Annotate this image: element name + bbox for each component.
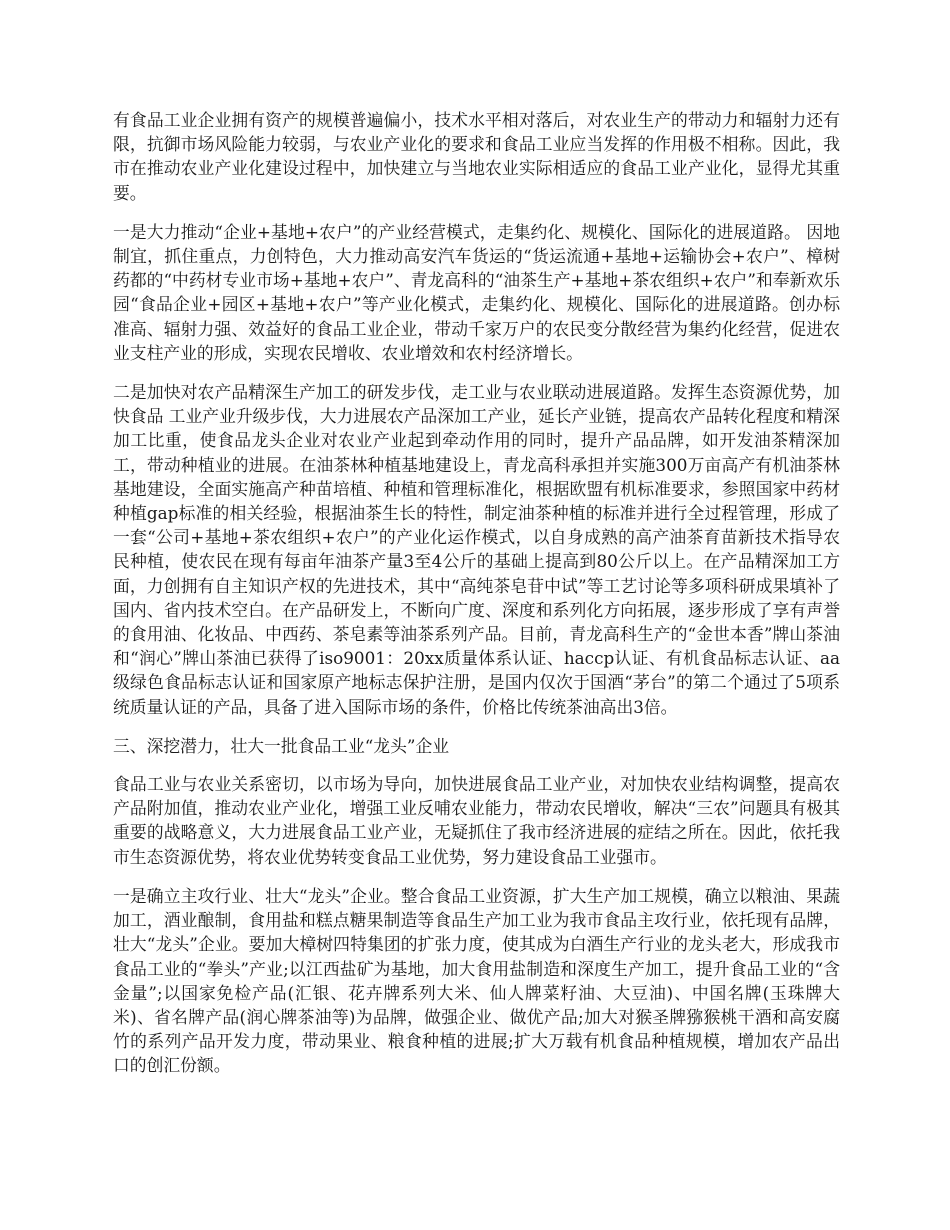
paragraph-leading-enterprises: 一是确立主攻行业、壮大“龙头”企业。整合食品工业资源，扩大生产加工规模，确立以粮油、果蔬加工，酒业酿制，食用盐和糕点糖果制造等食品生产加工业为我市食品主攻行业，依托现有品牌，壮大“龙头”企业。要加大樟树四特集团的扩张力度，使其成为白酒生产行业的龙头老大，形成我市食品工业的“拳头”产业;以江西盐矿为基地，加大食用盐制造和深度生产加工，提升食品工业的“含金量”;以国家免检产品(汇银、花卉牌系列大米、仙人牌菜籽油、大豆油)、中国名牌(玉珠牌大米)、省名牌产品(润心牌茶油等)为品牌，做强企业、做优产品;加大对猴圣牌猕猴桃干酒和高安腐竹的系列产品开发力度，带动果业、粮食种植的进展;扩大万载有机食品种植规模，增加农产品出口的创汇份额。 bbox=[113, 885, 840, 1076]
paragraph-intro: 有食品工业企业拥有资产的规模普遍偏小，技术水平相对落后，对农业生产的带动力和辐射力还有限，抗御市场风险能力较弱，与农业产业化的要求和食品工业应当发挥的作用极不相称。因此，我市在推动农业产业化建设过程中，加快建立与当地农业实际相适应的食品工业产业化，显得尤其重要。 bbox=[113, 110, 840, 203]
paragraph-industry-model: 一是大力推动“企业+基地+农户”的产业经营模式，走集约化、规模化、国际化的进展道路。 因地制宜，抓住重点，力创特色，大力推动高安汽车货运的“货运流通+基地+运输协会+农户”、樟树药都的“中药材专业市场+基地+农户”、青龙高科的“油茶生产+基地+茶农组织+农户”和奉新欢乐园“食品企业+园区+基地+农户”等产业化模式，走集约化、规模化、国际化的进展道路。创办标准高、辐射力强、效益好的食品工业企业，带动千家万户的农民变分散经营为集约化经营，促进农业支柱产业的形成，实现农民增收、农业增效和农村经济增长。 bbox=[113, 221, 840, 363]
document-body bbox=[113, 108, 840, 1093]
section-heading: 三、深挖潜力，壮大一批食品工业“龙头”企业 bbox=[113, 735, 450, 756]
paragraph-deep-processing: 二是加快对农产品精深生产加工的研发步伐，走工业与农业联动进展道路。发挥生态资源优势，加快食品 工业产业升级步伐，大力进展农产品深加工产业，延长产业链，提高农产品转化程度和精深加工比重，使食品龙头企业对农业产业起到牵动作用的同时，提升产品品牌，如开发油茶精深加工，带动种植业的进展。在油茶林种植基地建设上，青龙高科承担并实施300万亩高产有机油茶林基地建设，全面实施高产种苗培植、种植和管理标准化，根据欧盟有机标准要求，参照国家中药材种植gap标准的相关经验，根据油茶生长的特性，制定油茶种植的标准并进行全过程管理，形成了一套“公司+基地+茶农组织+农户”的产业化运作模式，以自身成熟的高产油茶育苗新技术指导农民种植，使农民在现有每亩年油茶产量3至4公斤的基础上提高到80公斤以上。在产品精深加工方面，力创拥有自主知识产权的先进技术，其中“高纯茶皂苷中试”等工艺讨论等多项科研成果填补了国内、省内技术空白。在产品研发上，不断向广度、深度和系列化方向拓展，逐步形成了享有声誉的食用油、化妆品、中西药、茶皂素等油茶系列产品。目前，青龙高科生产的“金世本香”牌山茶油和“润心”牌山茶油已获得了iso9001：20xx质量体系认证、haccp认证、有机食品标志认证、aa级绿色食品标志认证和国家原产地标志保护注册，是国内仅次于国酒“茅台”的第二个通过了5项系统质量认证的产品，具备了进入国际市场的条件，价格比传统茶油高出3倍。 bbox=[113, 382, 840, 717]
paragraph-food-industry: 食品工业与农业关系密切，以市场为导向，加快进展食品工业产业，对加快农业结构调整，提高农产品附加值，推动农业产业化，增强工业反哺农业能力，带动农民增收，解决“三农”问题具有极其重要的战略意义，大力进展食品工业产业，无疑抓住了我市经济进展的症结之所在。因此，依托我市生态资源优势，将农业优势转变食品工业优势，努力建设食品工业强市。 bbox=[113, 774, 840, 867]
